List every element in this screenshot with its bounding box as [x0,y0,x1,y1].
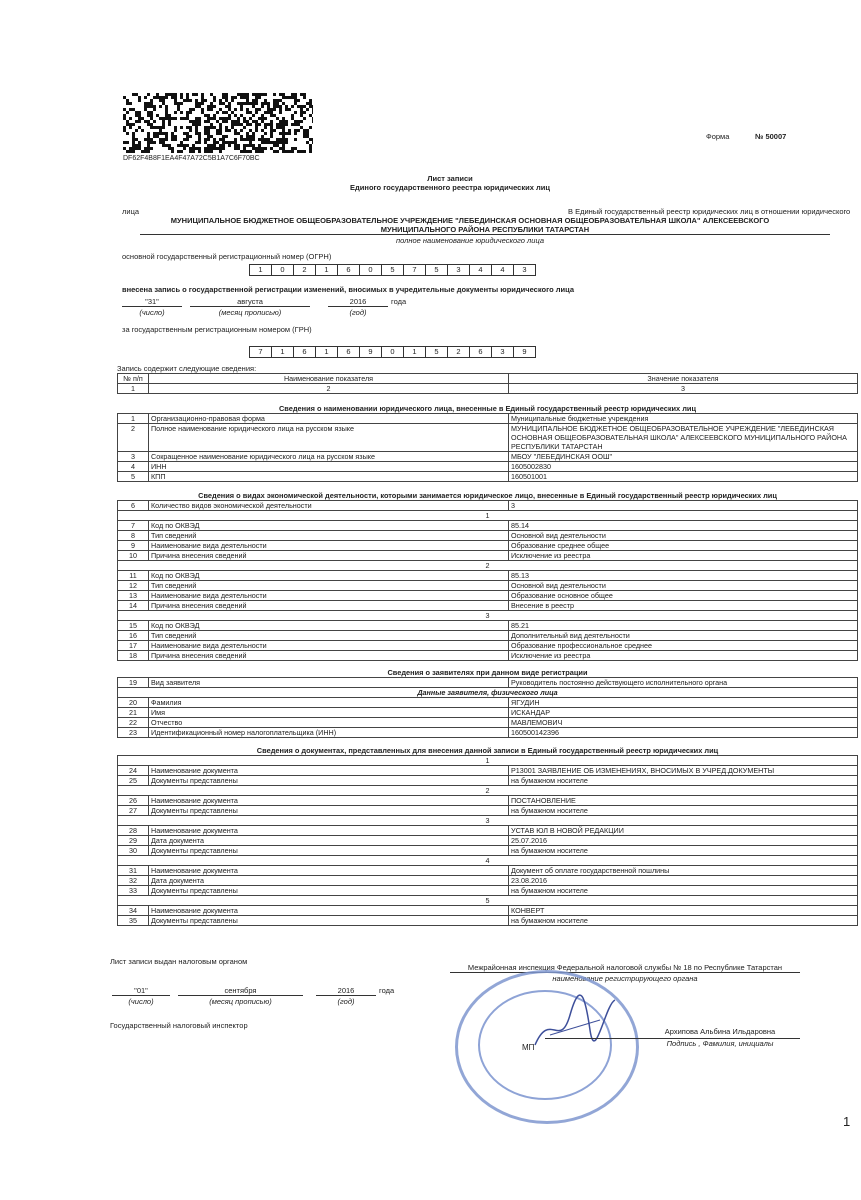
row-value: КОНВЕРТ [509,906,858,916]
row-name: КПП [149,472,509,482]
table-row [118,708,858,718]
group-index: 4 [118,856,858,866]
row-value: 3 [509,501,858,511]
row-value: на бумажном носителе [509,846,858,856]
cap-month: (месяц прописью) [218,308,282,317]
ogrn-digit: 5 [426,265,448,275]
table-row [118,796,858,806]
row-value: Образование профессиональное среднее [509,641,858,651]
issued-goda: года [379,986,395,995]
row-name: Тип сведений [149,631,509,641]
signature-scribble [530,990,620,1060]
ogrn-digit: 7 [404,265,426,275]
row-name: Организационно-правовая форма [149,414,509,424]
row-num: 26 [118,796,149,806]
grn-digit: 6 [338,347,360,357]
grn-digit: 1 [404,347,426,357]
row-num: 22 [118,718,149,728]
table-row [118,886,858,896]
table-row [118,876,858,886]
grn-digit: 1 [316,347,338,357]
row-num: 11 [118,571,149,581]
row-name: Наименование документа [149,906,509,916]
row-name: Наименование документа [149,826,509,836]
row-value: 23.08.2016 [509,876,858,886]
row-name: Документы представлены [149,776,509,786]
ogrn-digit: 0 [360,265,382,275]
table-row [118,601,858,611]
grn-digit: 2 [448,347,470,357]
row-name: Наименование документа [149,796,509,806]
row-name: Дата документа [149,836,509,846]
row-num: 1 [118,414,149,424]
row-value: Исключение из реестра [509,551,858,561]
table-row [118,521,858,531]
row-value: Руководитель постоянно действующего исполнительного органа [509,678,858,688]
doc-subtitle: Единого государственного реестра юридических лиц [350,183,550,192]
page-number: 1 [843,1114,851,1129]
table-row [118,591,858,601]
issued-label: Лист записи выдан налоговым органом [110,957,248,966]
grn-digit: 9 [360,347,382,357]
row-value: ИСКАНДАР [509,708,858,718]
forma-label: Форма [706,132,730,141]
cap-year: (год) [349,308,367,317]
head-name: Наименование показателя [149,374,509,384]
section-name-table [117,404,858,482]
row-num: 10 [118,551,149,561]
row-name: Наименование документа [149,866,509,876]
table-row [118,836,858,846]
row-name: Код по ОКВЭД [149,571,509,581]
org-name-line2: МУНИЦИПАЛЬНОГО РАЙОНА РЕСПУБЛИКИ ТАТАРСТАН [140,226,830,235]
table-row [118,678,858,688]
table-row [118,541,858,551]
row-name: ИНН [149,462,509,472]
grn-digit: 0 [382,347,404,357]
grn-digit: 6 [470,347,492,357]
issued-cap-year: (год) [337,997,355,1006]
table-row [118,641,858,651]
issued-cap-day: (число) [128,997,154,1006]
row-num: 20 [118,698,149,708]
ogrn-digit: 2 [294,265,316,275]
row-name: Документы представлены [149,916,509,926]
table-row [118,846,858,856]
row-num: 18 [118,651,149,661]
head-c2: 2 [149,384,509,394]
row-name: Идентификационный номер налогоплательщика (ИНН) [149,728,509,738]
section-title: Сведения о видах экономической деятельности, которыми занимается юридическое лицо, внесенные в Единый государственный реестр юридических лиц [198,491,777,500]
ogrn-digit: 3 [522,265,527,274]
issued-cap-month: (месяц прописью) [209,997,272,1006]
section-title: Сведения о документах, представленных для внесения данной записи в Единый государственный реестр юридических лиц [256,746,719,755]
row-value: 1605002830 [509,462,858,472]
row-value: Исключение из реестра [509,651,858,661]
ogrn-grid [249,264,536,276]
contains-label: Запись содержит следующие сведения: [117,364,257,373]
section-documents-table [117,746,858,926]
issuer-name: Межрайонная инспекция Федеральной налоговой службы № 18 по Республике Татарстан [450,964,800,973]
row-value: 85.13 [509,571,858,581]
row-num: 14 [118,601,149,611]
ogrn-digit: 0 [272,265,294,275]
row-value: МУНИЦИПАЛЬНОЕ БЮДЖЕТНОЕ ОБЩЕОБРАЗОВАТЕЛЬНОЕ УЧРЕЖДЕНИЕ "ЛЕБЕДИНСКАЯ ОСНОВНАЯ ОБЩЕОБРАЗОВАТЕЛЬНАЯ ШКОЛА" АЛЕКСЕЕВСКОГО МУНИЦИПАЛЬНОГО РАЙОНА РЕСПУБЛИКИ ТАТАРСТАН [509,424,858,452]
group-index: 1 [118,511,858,521]
row-value: Основной вид деятельности [509,531,858,541]
head-c1: 1 [118,384,149,394]
row-num: 5 [118,472,149,482]
group-index: 3 [118,816,858,826]
entry-year: 2016 [328,298,388,307]
row-name: Количество видов экономической деятельности [149,501,509,511]
grn-digit: 5 [426,347,448,357]
row-value: Образование основное общее [509,591,858,601]
intro-left: лица [122,207,140,216]
row-num: 3 [118,452,149,462]
row-num: 8 [118,531,149,541]
inspector-label: Государственный налоговый инспектор [110,1021,248,1030]
entry-month: августа [190,298,310,307]
grn-digit: 3 [492,347,514,357]
grn-digit: 7 [250,347,272,357]
ogrn-digit: 4 [470,265,492,275]
org-name-line1: МУНИЦИПАЛЬНОЕ БЮДЖЕТНОЕ ОБЩЕОБРАЗОВАТЕЛЬНОЕ УЧРЕЖДЕНИЕ "ЛЕБЕДИНСКАЯ ОСНОВНАЯ ОБЩЕОБРАЗОВАТЕЛЬНАЯ ШКОЛА" АЛЕКСЕЕВСКОГО [170,216,770,225]
head-c3: 3 [509,384,858,394]
ogrn-digit: 3 [448,265,470,275]
group-index: 3 [118,611,858,621]
table-row [118,424,858,452]
row-name: Причина внесения сведений [149,601,509,611]
table-row [118,698,858,708]
group-index: 2 [118,561,858,571]
cap-day: (число) [139,308,165,317]
grn-digit: 1 [272,347,294,357]
doc-title: Лист записи [427,174,473,183]
table-row [118,906,858,916]
barcode-code: DF62F4B8F1EA4F47A72C5B1A7C6F70BC [123,155,260,162]
row-value: на бумажном носителе [509,886,858,896]
row-num: 17 [118,641,149,651]
row-value: 160501001 [509,472,858,482]
table-row [118,571,858,581]
row-num: 33 [118,886,149,896]
row-num: 32 [118,876,149,886]
row-num: 31 [118,866,149,876]
table-row [118,766,858,776]
row-name: Код по ОКВЭД [149,621,509,631]
ogrn-digit: 1 [250,265,272,275]
row-name: Имя [149,708,509,718]
group-index: 1 [118,756,858,766]
inspector-name: Архипова Альбина Ильдаровна [664,1027,776,1036]
row-value: Р13001 ЗАЯВЛЕНИЕ ОБ ИЗМЕНЕНИЯХ, ВНОСИМЫХ В УЧРЕД.ДОКУМЕНТЫ [509,766,858,776]
row-num: 7 [118,521,149,531]
table-row [118,501,858,511]
table-row [118,414,858,424]
ogrn-label: основной государственный регистрационный номер (ОГРН) [122,252,332,261]
issued-year: 2016 [316,987,376,996]
row-name: Сокращенное наименование юридического лица на русском языке [149,452,509,462]
row-name: Наименование документа [149,766,509,776]
row-num: 13 [118,591,149,601]
row-value: 25.07.2016 [509,836,858,846]
table-row [118,531,858,541]
row-value: на бумажном носителе [509,916,858,926]
row-name: Документы представлены [149,846,509,856]
table-row [118,718,858,728]
table-row [118,651,858,661]
section-okved-table [117,491,858,661]
grn-grid [249,346,536,358]
row-name: Документы представлены [149,806,509,816]
entry-day: "31" [122,298,182,307]
row-name: Дата документа [149,876,509,886]
grn-label: за государственным регистрационным номером (ГРН) [122,325,312,334]
grn-digit: 6 [294,347,316,357]
table-row [118,472,858,482]
grn-digit: 9 [522,347,527,356]
row-value: Внесение в реестр [509,601,858,611]
row-value: МАВЛЕМОВИЧ [509,718,858,728]
row-value: на бумажном носителе [509,776,858,786]
issued-day: "01" [112,987,170,996]
table-row [118,581,858,591]
row-value: УСТАВ ЮЛ В НОВОЙ РЕДАКЦИИ [509,826,858,836]
entry-text: внесена запись о государственной регистрации изменений, вносимых в учредительные документы юридического лица [122,285,575,294]
ogrn-digit: 6 [338,265,360,275]
row-num: 23 [118,728,149,738]
issuer-caption: наименование регистрирующего органа [552,974,698,983]
row-num: 2 [118,424,149,452]
row-value: Образование среднее общее [509,541,858,551]
row-name: Наименование вида деятельности [149,541,509,551]
table-row [118,551,858,561]
table-row [118,631,858,641]
row-name: Код по ОКВЭД [149,521,509,531]
row-num: 25 [118,776,149,786]
row-num: 30 [118,846,149,856]
row-value: МБОУ "ЛЕБЕДИНСКАЯ ООШ" [509,452,858,462]
row-num: 12 [118,581,149,591]
mp-label: МП [522,1043,535,1052]
header-table [117,373,858,394]
table-row [118,826,858,836]
row-num: 28 [118,826,149,836]
org-name-caption: полное наименование юридического лица [395,236,544,245]
row-num: 24 [118,766,149,776]
row-num: 34 [118,906,149,916]
row-name: Полное наименование юридического лица на русском языке [149,424,509,452]
signature-caption: Подпись , Фамилия, инициалы [666,1039,774,1048]
row-name: Документы представлены [149,886,509,896]
row-num: 9 [118,541,149,551]
row-num: 35 [118,916,149,926]
table-row [118,806,858,816]
table-row [118,728,858,738]
entry-goda: года [391,297,407,306]
section-title: Сведения о заявителях при данном виде регистрации [387,668,588,677]
head-value: Значение показателя [509,374,858,384]
row-value: Основной вид деятельности [509,581,858,591]
row-value: 85.14 [509,521,858,531]
ogrn-digit: 5 [382,265,404,275]
row-num: 27 [118,806,149,816]
row-value: Документ об оплате государственной пошлины [509,866,858,876]
row-num: 4 [118,462,149,472]
row-name: Фамилия [149,698,509,708]
row-name: Наименование вида деятельности [149,591,509,601]
row-name: Причина внесения сведений [149,551,509,561]
issued-month: сентября [178,987,303,996]
row-value: на бумажном носителе [509,806,858,816]
intro-right: В Единый государственный реестр юридических лиц в отношении юридического [568,207,851,216]
section-applicant-table [117,668,858,738]
row-name: Наименование вида деятельности [149,641,509,651]
row-num: 6 [118,501,149,511]
row-num: 29 [118,836,149,846]
group-index: 5 [118,896,858,906]
row-name: Отчество [149,718,509,728]
forma-number: № 50007 [755,132,787,141]
table-row [118,916,858,926]
row-num: 16 [118,631,149,641]
row-num: 19 [118,678,149,688]
row-value: ЯГУДИН [509,698,858,708]
row-name: Вид заявителя [149,678,509,688]
row-value: 160500142396 [509,728,858,738]
row-value: Дополнительный вид деятельности [509,631,858,641]
ogrn-digit: 4 [492,265,514,275]
section-title: Сведения о наименовании юридического лица, внесенные в Единый государственный реестр юридических лиц [278,404,697,413]
row-num: 21 [118,708,149,718]
table-row [118,452,858,462]
row-value: 85.21 [509,621,858,631]
group-index: 2 [118,786,858,796]
head-num: № п/п [118,374,149,384]
row-value: ПОСТАНОВЛЕНИЕ [509,796,858,806]
table-row [118,462,858,472]
row-name: Тип сведений [149,531,509,541]
row-name: Тип сведений [149,581,509,591]
applicant-subtitle: Данные заявителя, физического лица [118,688,858,698]
row-name: Причина внесения сведений [149,651,509,661]
table-row [118,776,858,786]
table-row [118,621,858,631]
row-num: 15 [118,621,149,631]
ogrn-digit: 1 [316,265,338,275]
row-value: Муниципальные бюджетные учреждения [509,414,858,424]
table-row [118,866,858,876]
barcode-image [123,93,313,153]
